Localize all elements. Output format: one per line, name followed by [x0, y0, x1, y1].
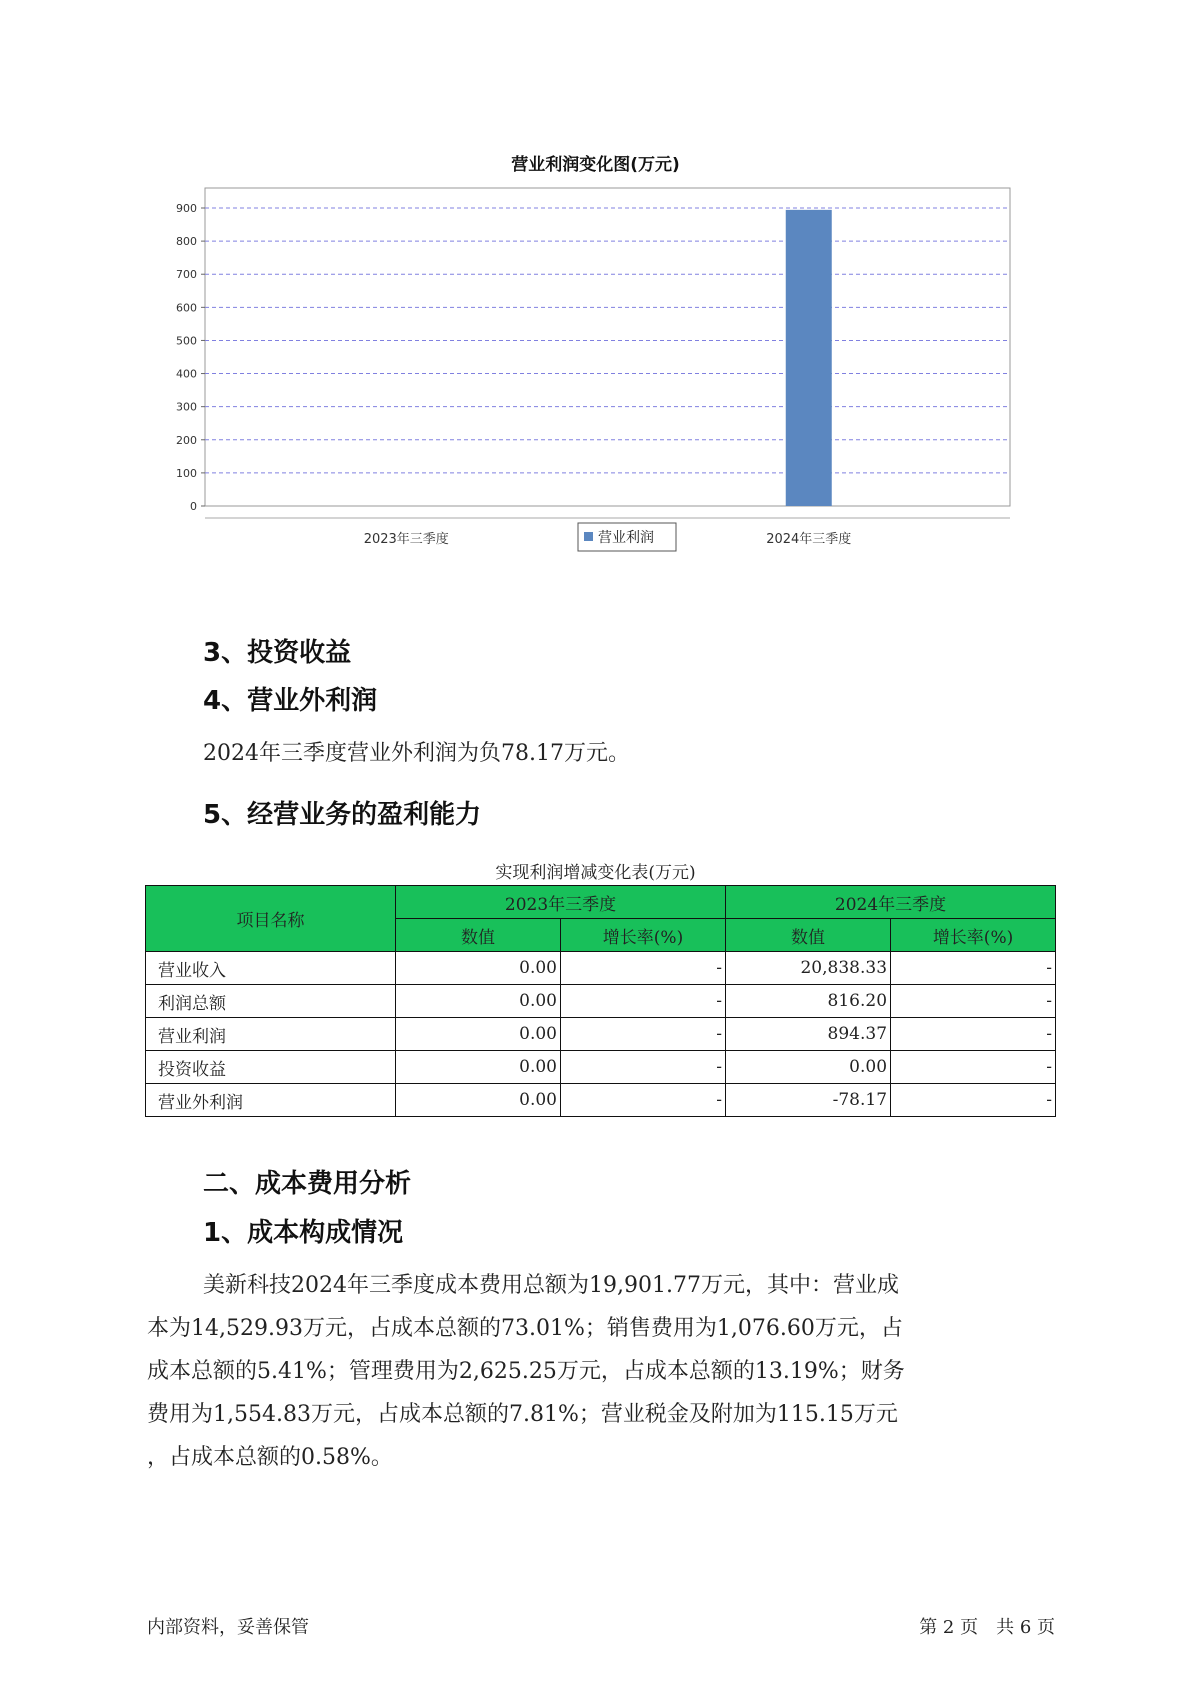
row-rate-2023: - — [561, 1084, 726, 1117]
chart-plot-frame — [205, 188, 1010, 506]
row-rate-2024: - — [891, 952, 1056, 985]
row-name: 投资收益 — [146, 1051, 396, 1084]
profit-change-table — [145, 885, 1056, 1117]
y-tick-label: 200 — [176, 433, 197, 447]
header-period-2023: 2023年三季度 — [396, 886, 726, 919]
header-rate-2023: 增长率(%) — [561, 919, 726, 952]
legend-swatch — [584, 532, 593, 541]
table-header-row — [146, 886, 1056, 919]
y-tick-label: 700 — [176, 268, 197, 282]
row-value-2024: 816.20 — [726, 985, 891, 1018]
y-tick-label: 300 — [176, 400, 197, 414]
chart-title: 营业利润变化图(万元) — [511, 155, 680, 175]
header-period-2024: 2024年三季度 — [726, 886, 1056, 919]
row-rate-2024: - — [891, 1051, 1056, 1084]
row-value-2023: 0.00 — [396, 1051, 561, 1084]
table-row — [146, 985, 1056, 1018]
footer-confidential: 内部资料，妥善保管 — [147, 1617, 309, 1638]
row-rate-2024: - — [891, 1018, 1056, 1051]
y-tick-label: 500 — [176, 334, 197, 348]
table-row — [146, 1084, 1056, 1117]
row-name: 营业外利润 — [146, 1084, 396, 1117]
non-operating-profit-text: 2024年三季度营业外利润为负78.17万元。 — [203, 741, 630, 766]
row-rate-2024: - — [891, 985, 1056, 1018]
y-tick-label: 0 — [190, 500, 197, 513]
header-value-2023: 数值 — [396, 919, 561, 952]
row-value-2024: 0.00 — [726, 1051, 891, 1084]
table-row — [146, 952, 1056, 985]
row-name: 营业利润 — [146, 1018, 396, 1051]
header-item-name: 项目名称 — [146, 886, 396, 952]
table-caption: 实现利润增减变化表(万元) — [495, 863, 696, 883]
x-tick-label: 2023年三季度 — [363, 532, 449, 547]
heading-profitability: 5、经营业务的盈利能力 — [203, 800, 482, 830]
row-value-2023: 0.00 — [396, 1084, 561, 1117]
table-row — [146, 1018, 1056, 1051]
bar — [786, 210, 832, 506]
row-value-2023: 0.00 — [396, 985, 561, 1018]
heading-investment-income: 3、投资收益 — [203, 638, 352, 668]
row-value-2023: 0.00 — [396, 952, 561, 985]
heading-non-operating-profit: 4、营业外利润 — [203, 686, 378, 716]
row-rate-2023: - — [561, 985, 726, 1018]
row-rate-2023: - — [561, 1018, 726, 1051]
cost-paragraph-line: 费用为1,554.83万元，占成本总额的7.81%；营业税金及附加为115.15万元 — [147, 1402, 898, 1427]
y-tick-label: 800 — [176, 235, 197, 249]
footer-page-number: 第 2 页 共 6 页 — [919, 1617, 1055, 1638]
header-rate-2024: 增长率(%) — [891, 919, 1056, 952]
table-row — [146, 1051, 1056, 1084]
heading-cost-composition: 1、成本构成情况 — [203, 1218, 404, 1248]
cost-paragraph-line: 美新科技2024年三季度成本费用总额为19,901.77万元，其中：营业成 — [203, 1273, 899, 1298]
row-value-2024: -78.17 — [726, 1084, 891, 1117]
row-value-2024: 894.37 — [726, 1018, 891, 1051]
y-tick-label: 100 — [176, 466, 197, 480]
y-tick-label: 900 — [176, 202, 197, 215]
row-value-2023: 0.00 — [396, 1018, 561, 1051]
legend-label: 营业利润 — [598, 530, 654, 546]
header-value-2024: 数值 — [726, 919, 891, 952]
row-value-2024: 20,838.33 — [726, 952, 891, 985]
cost-paragraph-line: 本为14,529.93万元，占成本总额的73.01%；销售费用为1,076.60万元，占 — [147, 1316, 903, 1341]
row-name: 利润总额 — [146, 985, 396, 1018]
cost-paragraph-line: 成本总额的5.41%；管理费用为2,625.25万元，占成本总额的13.19%；财务 — [147, 1359, 905, 1384]
x-tick-label: 2024年三季度 — [766, 532, 852, 547]
row-rate-2023: - — [561, 1051, 726, 1084]
row-rate-2023: - — [561, 952, 726, 985]
cost-paragraph-line: ，占成本总额的0.58%。 — [147, 1445, 393, 1470]
row-rate-2024: - — [891, 1084, 1056, 1117]
y-tick-label: 600 — [176, 301, 197, 315]
y-tick-label: 400 — [176, 367, 197, 381]
row-name: 营业收入 — [146, 952, 396, 985]
heading-cost-analysis: 二、成本费用分析 — [203, 1169, 412, 1199]
profit-bar-chart — [160, 178, 1060, 558]
